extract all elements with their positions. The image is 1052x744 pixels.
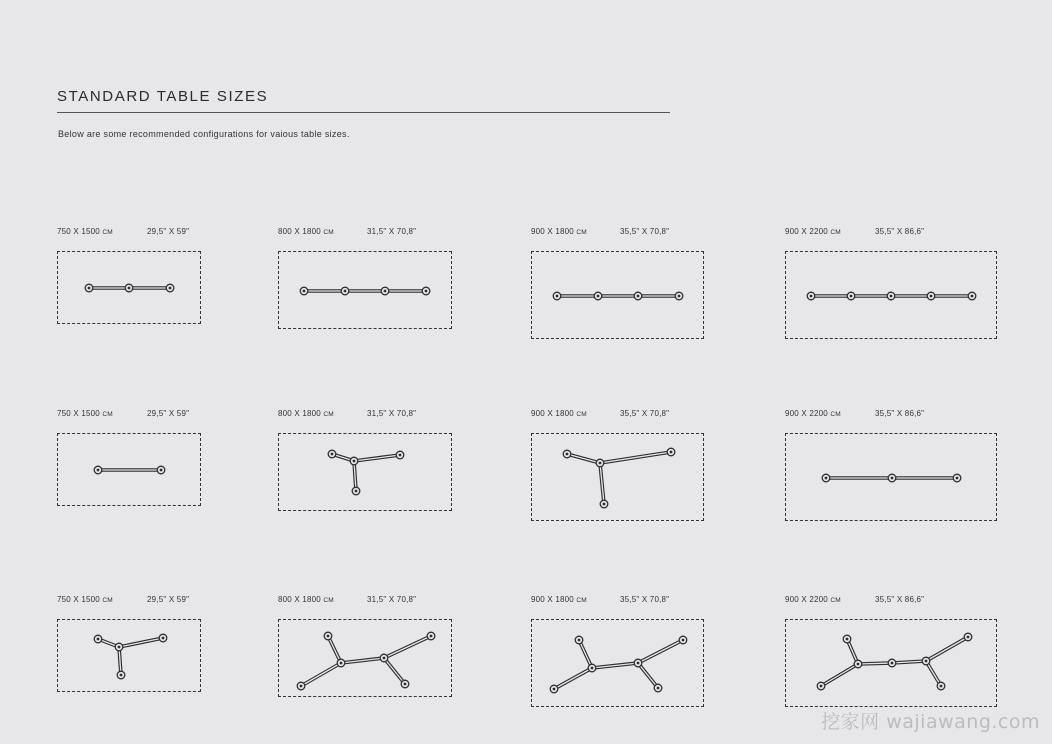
leg-node-center bbox=[128, 287, 131, 290]
leg-frame-diagram bbox=[786, 434, 998, 522]
leg-node-center bbox=[425, 290, 428, 293]
leg-node-center bbox=[88, 287, 91, 290]
table-outline bbox=[531, 433, 704, 521]
leg-node-center bbox=[637, 295, 640, 298]
metric-size-label: 800 X 1800 CM bbox=[278, 409, 334, 418]
table-outline bbox=[278, 251, 452, 329]
leg-node-center bbox=[891, 477, 894, 480]
imperial-size-label: 29,5" X 59" bbox=[147, 409, 190, 418]
leg-node-center bbox=[857, 663, 860, 666]
leg-node-center bbox=[940, 685, 943, 688]
leg-frame-diagram bbox=[532, 434, 705, 522]
leg-node-center bbox=[327, 635, 330, 638]
leg-frame-diagram bbox=[279, 434, 453, 512]
leg-node-center bbox=[956, 477, 959, 480]
leg-node-center bbox=[355, 490, 358, 493]
leg-frame-diagram bbox=[58, 252, 202, 325]
imperial-size-label: 31,5" X 70,8" bbox=[367, 409, 417, 418]
metric-size-label: 800 X 1800 CM bbox=[278, 595, 334, 604]
metric-size-label: 900 X 2200 CM bbox=[785, 409, 841, 418]
leg-node-center bbox=[971, 295, 974, 298]
leg-node-center bbox=[891, 662, 894, 665]
frame-beam-inner bbox=[384, 636, 431, 658]
leg-node-center bbox=[384, 290, 387, 293]
table-outline bbox=[57, 619, 201, 692]
leg-node-center bbox=[118, 646, 121, 649]
leg-frame-diagram bbox=[532, 620, 705, 708]
imperial-size-label: 31,5" X 70,8" bbox=[367, 595, 417, 604]
leg-node-center bbox=[678, 295, 681, 298]
imperial-size-label: 35,5" X 70,8" bbox=[620, 227, 670, 236]
leg-node-center bbox=[597, 295, 600, 298]
imperial-size-label: 29,5" X 59" bbox=[147, 227, 190, 236]
leg-node-center bbox=[825, 477, 828, 480]
leg-node-center bbox=[553, 688, 556, 691]
leg-node-center bbox=[925, 660, 928, 663]
leg-node-center bbox=[603, 503, 606, 506]
leg-frame-diagram bbox=[279, 252, 453, 330]
leg-node-center bbox=[637, 662, 640, 665]
leg-node-center bbox=[657, 687, 660, 690]
leg-node-center bbox=[670, 451, 673, 454]
leg-node-center bbox=[404, 683, 407, 686]
leg-node-center bbox=[850, 295, 853, 298]
frame-beam-inner bbox=[638, 663, 658, 688]
leg-node-center bbox=[169, 287, 172, 290]
frame-beam-inner bbox=[567, 454, 600, 463]
leg-node-center bbox=[890, 295, 893, 298]
leg-node-center bbox=[331, 453, 334, 456]
metric-size-label: 900 X 2200 CM bbox=[785, 227, 841, 236]
metric-size-label: 900 X 1800 CM bbox=[531, 595, 587, 604]
metric-size-label: 750 X 1500 CM bbox=[57, 227, 113, 236]
table-outline bbox=[57, 251, 201, 324]
table-outline bbox=[785, 619, 997, 707]
leg-node-center bbox=[340, 662, 343, 665]
imperial-size-label: 29,5" X 59" bbox=[147, 595, 190, 604]
leg-frame-diagram bbox=[786, 252, 998, 340]
leg-node-center bbox=[967, 636, 970, 639]
imperial-size-label: 35,5" X 70,8" bbox=[620, 409, 670, 418]
frame-beam-inner bbox=[638, 640, 683, 663]
leg-node-center bbox=[344, 290, 347, 293]
leg-node-center bbox=[97, 469, 100, 472]
leg-node-center bbox=[399, 454, 402, 457]
table-outline bbox=[278, 619, 452, 697]
leg-node-center bbox=[120, 674, 123, 677]
frame-beam-inner bbox=[821, 664, 858, 686]
leg-frame-diagram bbox=[532, 252, 705, 340]
leg-node-center bbox=[810, 295, 813, 298]
leg-node-center bbox=[97, 638, 100, 641]
watermark: 挖家网 wajiawang.com bbox=[821, 711, 1040, 733]
leg-frame-diagram bbox=[58, 434, 202, 507]
imperial-size-label: 35,5" X 70,8" bbox=[620, 595, 670, 604]
metric-size-label: 900 X 2200 CM bbox=[785, 595, 841, 604]
leg-node-center bbox=[682, 639, 685, 642]
leg-node-center bbox=[160, 469, 163, 472]
frame-beam-inner bbox=[328, 636, 341, 663]
leg-node-center bbox=[430, 635, 433, 638]
table-outline bbox=[278, 433, 452, 511]
leg-frame-diagram bbox=[279, 620, 453, 698]
frame-beam-inner bbox=[384, 658, 405, 684]
table-outline bbox=[785, 433, 997, 521]
table-outline bbox=[531, 251, 704, 339]
leg-node-center bbox=[591, 667, 594, 670]
frame-beam-inner bbox=[119, 638, 163, 647]
table-outline bbox=[57, 433, 201, 506]
page-title: STANDARD TABLE SIZES bbox=[57, 88, 269, 105]
leg-node-center bbox=[300, 685, 303, 688]
imperial-size-label: 31,5" X 70,8" bbox=[367, 227, 417, 236]
metric-size-label: 900 X 1800 CM bbox=[531, 409, 587, 418]
frame-beam-inner bbox=[554, 668, 592, 689]
title-divider bbox=[57, 112, 670, 113]
leg-node-center bbox=[846, 638, 849, 641]
table-outline bbox=[531, 619, 704, 707]
metric-size-label: 750 X 1500 CM bbox=[57, 595, 113, 604]
leg-node-center bbox=[566, 453, 569, 456]
frame-beam-inner bbox=[354, 455, 400, 461]
leg-node-center bbox=[383, 657, 386, 660]
imperial-size-label: 35,5" X 86,6" bbox=[875, 595, 925, 604]
leg-node-center bbox=[303, 290, 306, 293]
leg-node-center bbox=[556, 295, 559, 298]
page-subtitle: Below are some recommended configurations for vaious table sizes. bbox=[58, 129, 350, 139]
leg-node-center bbox=[599, 462, 602, 465]
frame-beam-inner bbox=[600, 452, 671, 463]
leg-frame-diagram bbox=[58, 620, 202, 693]
leg-node-center bbox=[930, 295, 933, 298]
metric-size-label: 800 X 1800 CM bbox=[278, 227, 334, 236]
metric-size-label: 900 X 1800 CM bbox=[531, 227, 587, 236]
table-outline bbox=[785, 251, 997, 339]
imperial-size-label: 35,5" X 86,6" bbox=[875, 409, 925, 418]
metric-size-label: 750 X 1500 CM bbox=[57, 409, 113, 418]
frame-beam-inner bbox=[926, 637, 968, 661]
frame-beam-inner bbox=[579, 640, 592, 668]
leg-node-center bbox=[353, 460, 356, 463]
leg-node-center bbox=[578, 639, 581, 642]
frame-beam-inner bbox=[301, 663, 341, 686]
leg-node-center bbox=[820, 685, 823, 688]
leg-frame-diagram bbox=[786, 620, 998, 708]
imperial-size-label: 35,5" X 86,6" bbox=[875, 227, 925, 236]
leg-node-center bbox=[162, 637, 165, 640]
